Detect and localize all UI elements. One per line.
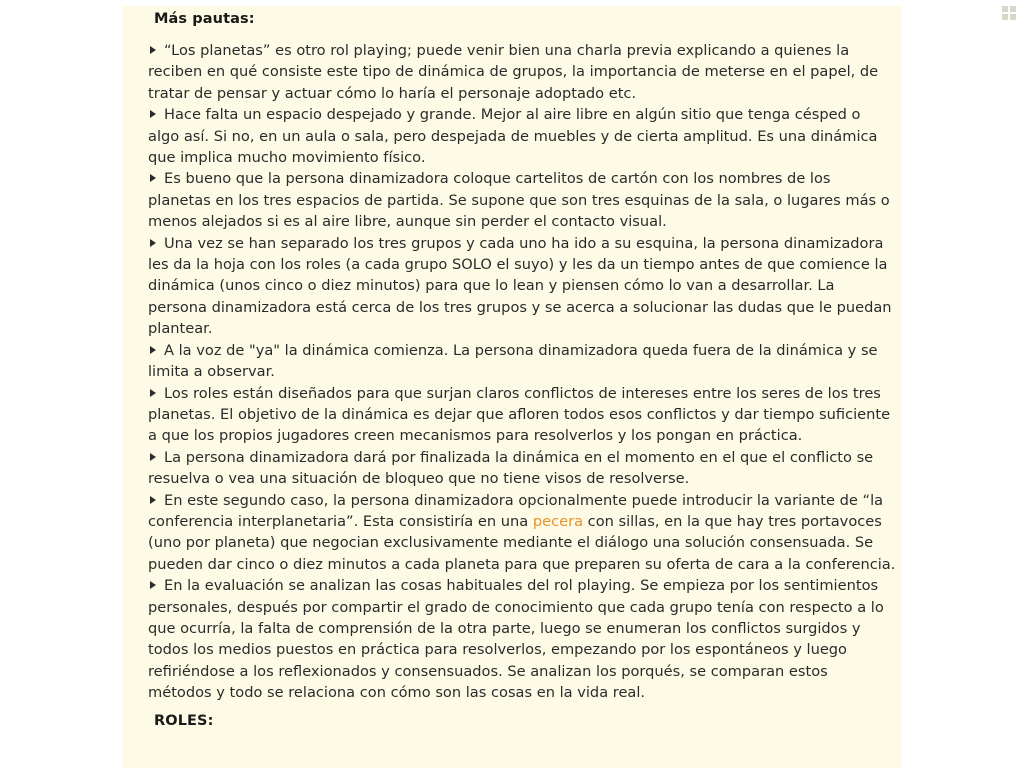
next-section-title: ROLES: bbox=[154, 712, 214, 729]
list-item-text: Es bueno que la persona dinamizadora coloque cartelitos de cartón con los nombres de los planetas en los tres espacios de partida. Se supone que son tres esquinas de la sala, o lugares más o menos alejados si es al aire libre, aunque sin perder el contacto visual. bbox=[148, 170, 890, 231]
list-item bbox=[148, 40, 896, 104]
list-item-text: “Los planetas” es otro rol playing; puede venir bien una charla previa explicando a quienes la reciben en qué consiste este tipo de dinámica de grupos, la importancia de meterse en el papel, de tratar de pensar y actuar cómo lo haría el personaje adoptado etc. bbox=[148, 42, 879, 102]
bullet-arrow-icon bbox=[150, 110, 156, 118]
left-margin bbox=[0, 0, 122, 768]
list-item bbox=[148, 383, 896, 447]
bullet-arrow-icon bbox=[150, 389, 156, 397]
pecera-link[interactable]: pecera bbox=[532, 512, 584, 530]
list-item-conference bbox=[148, 490, 896, 576]
guidelines-list bbox=[148, 40, 896, 704]
bullet-arrow-icon bbox=[150, 581, 156, 589]
list-item-text: Los roles están diseñados para que surjan claros conflictos de intereses entre los seres de los tres planetas. El objetivo de la dinámica es dejar que afloren todos esos conflictos y dar tiempo suficiente a que los propios jugadores creen mecanismos para resolverlos y los pongan en práctica. bbox=[148, 384, 891, 445]
list-item bbox=[148, 233, 896, 340]
list-item bbox=[148, 447, 896, 490]
list-item-text: Una vez se han separado los tres grupos y cada uno ha ido a su esquina, la persona dinamizadora les da la hoja con los roles (a cada grupo SOLO el suyo) y les da un tiempo antes de que comience la dinámica (unos cinco o diez minutos) para que lo lean y piensen cómo lo van a desarrollar. La persona dinamizadora está cerca de los tres grupos y se acerca a solucionar las dudas que le puedan plantear. bbox=[148, 234, 892, 338]
list-item bbox=[148, 168, 896, 232]
section-title: Más pautas: bbox=[154, 11, 255, 27]
bullet-arrow-icon bbox=[150, 174, 156, 182]
bullet-arrow-icon bbox=[150, 453, 156, 461]
list-item-evaluation bbox=[148, 575, 896, 703]
list-item-text: La persona dinamizadora dará por finalizada la dinámica en el momento en el que el conflicto se resuelva o vea una situación de bloqueo que no tiene visos de resolverse. bbox=[148, 448, 874, 488]
corner-ornament-icon bbox=[1000, 4, 1018, 22]
right-margin bbox=[902, 0, 1024, 768]
bullet-arrow-icon bbox=[150, 496, 156, 504]
bullet-arrow-icon bbox=[150, 346, 156, 354]
document-page bbox=[122, 6, 902, 768]
list-item-text: Hace falta un espacio despejado y grande. Mejor al aire libre en algún sitio que tenga césped o algo así. Si no, en un aula o sala, pero despejada de muebles y de cierta amplitud. Es una dinámica que implica mucho movimiento físico. bbox=[148, 106, 878, 167]
list-item bbox=[148, 104, 896, 168]
bullet-arrow-icon bbox=[150, 46, 156, 54]
list-item-text: con sillas, en la que hay tres portavoces (uno por planeta) que negocian exclusivamente mediante el diálogo una solución consensuada. Se pueden dar cinco o diez minutos a cada planeta para que preparen su oferta de cara a la conferencia. bbox=[148, 512, 896, 573]
list-item-text: A la voz de "ya" la dinámica comienza. La persona dinamizadora queda fuera de la dinámica y se limita a observar. bbox=[148, 341, 878, 381]
list-item-text: En la evaluación se analizan las cosas habituales del rol playing. Se empieza por los sentimientos personales, después por compartir el grado de conocimiento que cada grupo tenía con respecto a lo que ocurría, la falta de comprensión de la otra parte, luego se enumeran los conflictos surgidos y todos los medios puestos en práctica para resolverlos, empezando por los espontáneos y luego refiriéndose a los reflexionados y consensuados. Se analizan los porqués, se comparan estos métodos y todo se relaciona con cómo son las cosas en la vida real. bbox=[148, 577, 884, 702]
list-item-text: En este segundo caso, la persona dinamizadora opcionalmente puede introducir la variante de “la conferencia interplanetaria”. Esta consistiría en una bbox=[148, 491, 884, 530]
bullet-arrow-icon bbox=[150, 239, 156, 247]
list-item bbox=[148, 340, 896, 383]
